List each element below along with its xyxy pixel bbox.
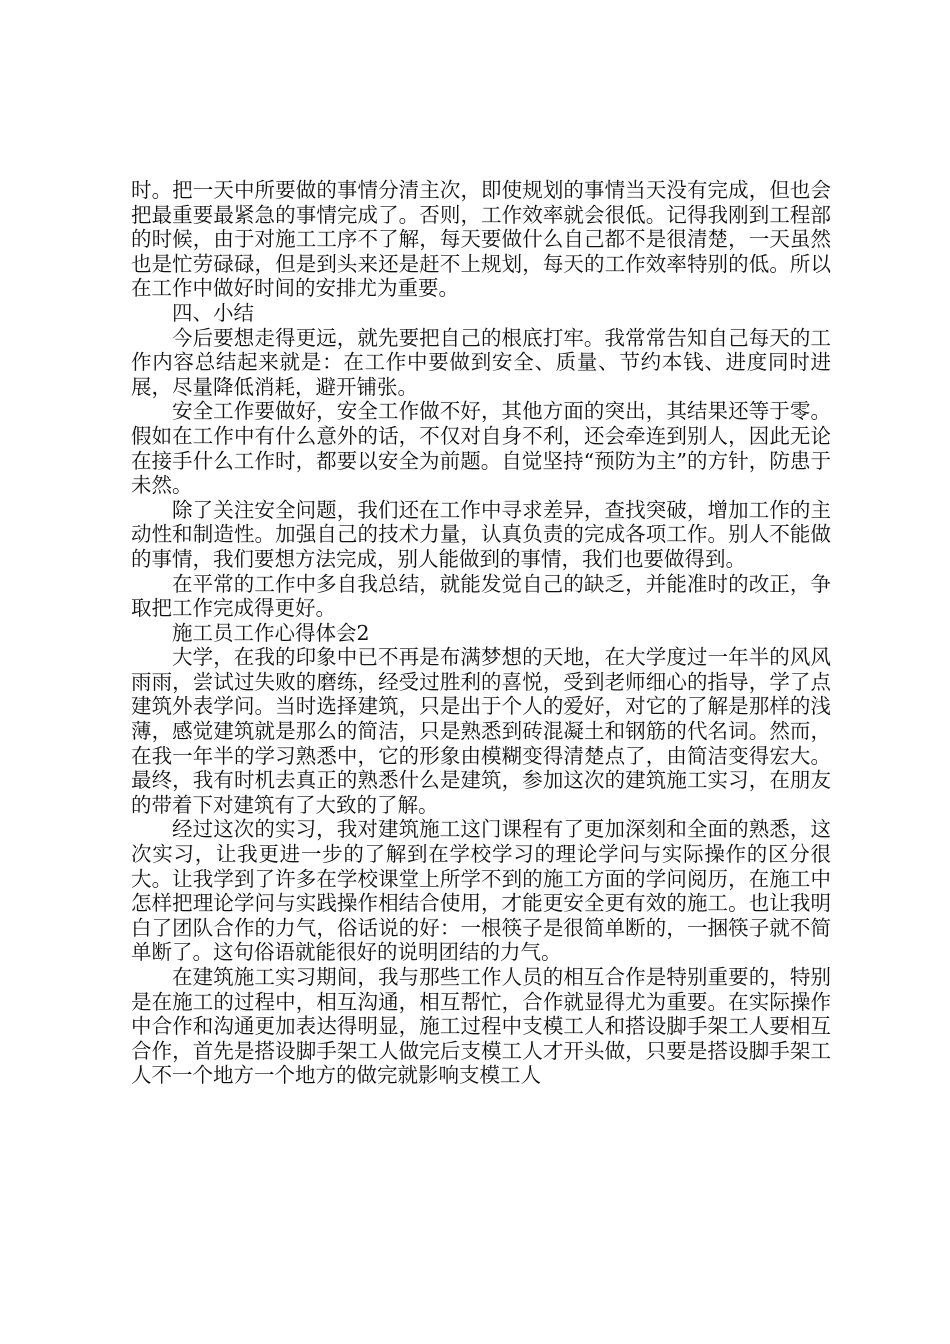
paragraph: 除了关注安全问题，我们还在工作中寻求差异，查找突破，增加工作的主动性和制造性。加强自己的技术力量，认真负责的完成各项工作。别人不能做的事情，我们要想方法完成，别人能做到的事情，我们也要做得到。 (131, 497, 831, 571)
paragraph-continued: 时。把一天中所要做的事情分清主次，即使规划的事情当天没有完成，但也会把最重要最紧急的事情完成了。否则，工作效率就会很低。记得我刚到工程部的时候，由于对施工工序不了解，每天要做什么自己都不是很清楚，一天虽然也是忙劳碌碌，但是到头来还是赶不上规划，每天的工作效率特别的低。所以在工作中做好时间的安排尤为重要。 (131, 178, 831, 301)
article-title: 施工员工作心得体会2 (172, 620, 370, 645)
paragraph: 在平常的工作中多自我总结，就能发觉自己的缺乏，并能准时的改正，争取把工作完成得更好。 (131, 571, 831, 621)
paragraph: 大学，在我的印象中已不再是布满梦想的天地，在大学度过一年半的风风雨雨，尝试过失败的磨练，经受过胜利的喜悦，受到老师细心的指导，学了点建筑外表学问。当时选择建筑，只是出于个人的爱好，对它的了解是那样的浅薄，感觉建筑就是那么的简洁，只是熟悉到砖混凝土和钢筋的代名词。然而，在我一年半的学习熟悉中，它的形象由模糊变得清楚点了，由简洁变得宏大。最终，我有时机去真正的熟悉什么是建筑，参加这次的建筑施工实习，在朋友的带着下对建筑有了大致的了解。 (131, 645, 831, 817)
paragraph: 今后要想走得更远，就先要把自己的根底打牢。我常常告知自己每天的工作内容总结起来就是：在工作中要做到安全、质量、节约本钱、进度同时进展，尽量降低消耗，避开铺张。 (131, 325, 831, 399)
section-heading-summary: 四、小结 (172, 300, 254, 325)
paragraph: 经过这次的实习，我对建筑施工这门课程有了更加深刻和全面的熟悉，这次实习，让我更进一步的了解到在学校学习的理论学问与实际操作的区分很大。让我学到了许多在学校课堂上所学不到的施工方面的学问阅历，在施工中怎样把理论学问与实践操作相结合使用，才能更安全更有效的施工。也让我明白了团队合作的力气，俗话说的好：一根筷子是很简单断的，一捆筷子就不简单断了。这句俗语就能很好的说明团结的力气。 (131, 817, 831, 965)
paragraph: 在建筑施工实习期间，我与那些工作人员的相互合作是特别重要的，特别是在施工的过程中，相互沟通，相互帮忙，合作就显得尤为重要。在实际操作中合作和沟通更加表达得明显，施工过程中支模工人和搭设脚手架工人要相互合作，首先是搭设脚手架工人做完后支模工人才开头做，只要是搭设脚手架工人不一个地方一个地方的做完就影响支模工人 (131, 965, 831, 1088)
paragraph: 安全工作要做好，安全工作做不好，其他方面的突出，其结果还等于零。假如在工作中有什么意外的话，不仅对自身不利，还会牵连到别人，因此无论在接手什么工作时，都要以安全为前题。自觉坚持“预防为主”的方针，防患于未然。 (131, 399, 831, 498)
document-body (131, 178, 831, 1088)
